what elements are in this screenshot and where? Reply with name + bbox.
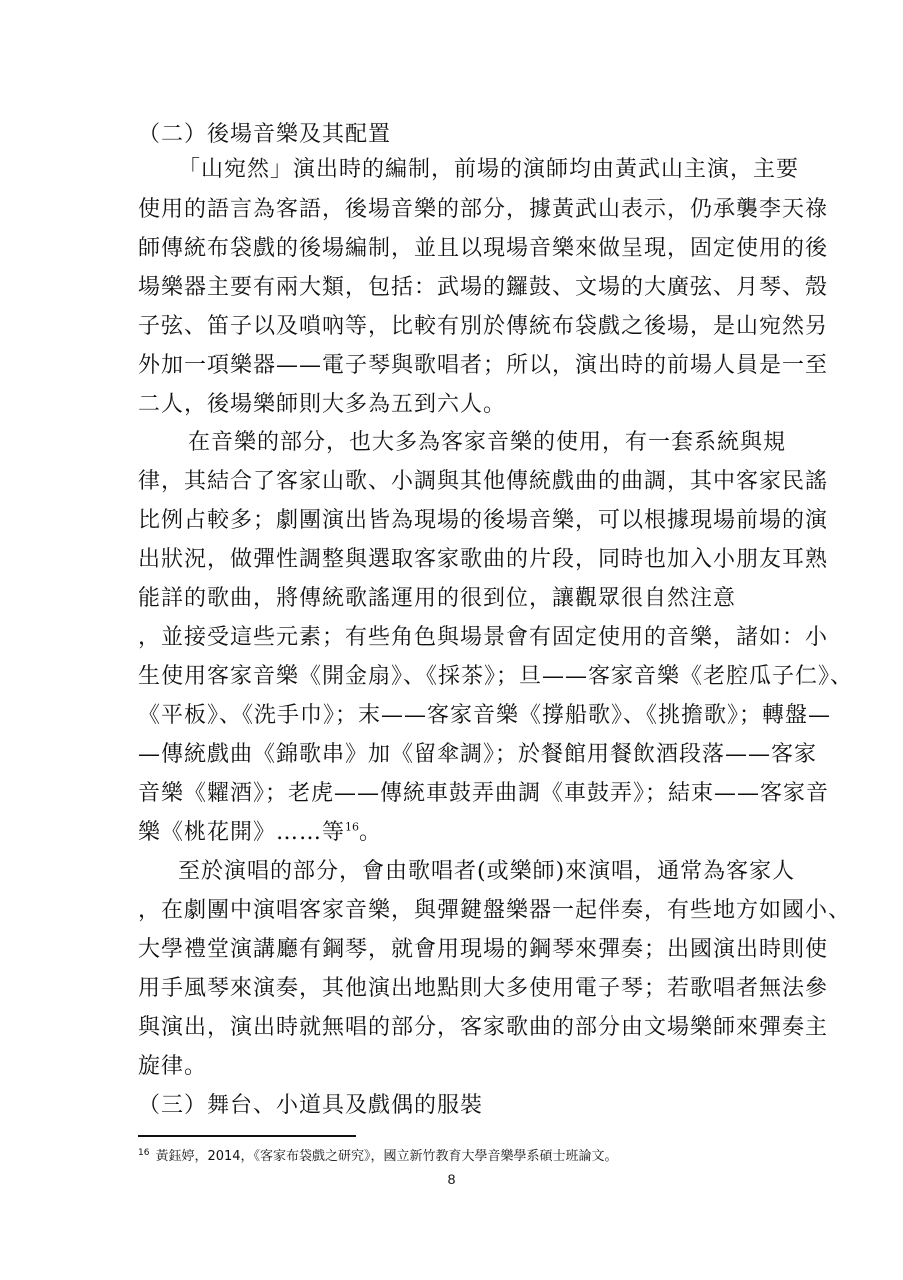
- paragraph-1-line-5: 子弦、笛子以及嗩吶等，比較有別於傳統布袋戲之後場，是山宛然另: [138, 314, 829, 339]
- footnote: [138, 1148, 798, 1166]
- paragraph-3-line-3: 大學禮堂演講廳有鋼琴，就會用現場的鋼琴來彈奏；出國演出時則使: [138, 937, 829, 962]
- section-heading-3: （三）舞台、小道具及戲偶的服裝: [138, 1093, 484, 1118]
- page-number: 8: [447, 1171, 456, 1187]
- paragraph-3-line-6: 旋律。: [138, 1054, 208, 1079]
- paragraph-3-line-1: 至於演唱的部分，會由歌唱者(或樂師)來演唱，通常為客家人: [178, 859, 796, 884]
- paragraph-1-line-7: 二人，後場樂師則大多為五到六人。: [138, 392, 507, 417]
- paragraph-2-line-1: 在音樂的部分，也大多為客家音樂的使用，有一套系統與規: [188, 430, 787, 455]
- paragraph-2-line-11-end: 。: [359, 820, 383, 845]
- section-heading-2: （二）後場音樂及其配置: [138, 122, 392, 147]
- paragraph-2-line-10: 音樂《糶酒》；老虎——傳統車鼓弄曲調《車鼓弄》；結束——客家音: [138, 781, 830, 806]
- paragraph-1-line-6: 外加一項樂器——電子琴與歌唱者；所以，演出時的前場人員是一至: [138, 353, 829, 378]
- paragraph-2-line-11-text: 樂《桃花開》……等: [138, 820, 346, 845]
- paragraph-1-line-4: 場樂器主要有兩大類，包括：武場的鑼鼓、文場的大廣弦、月琴、殼: [138, 275, 829, 300]
- paragraph-2-line-11: [138, 818, 778, 848]
- footnote-number: 16: [138, 1147, 150, 1158]
- footnote-reference: 16: [345, 820, 360, 834]
- paragraph-2-line-5: 能詳的歌曲，將傳統歌謠運用的很到位，讓觀眾很自然注意: [138, 586, 737, 611]
- paragraph-2-line-3: 比例占較多；劇團演出皆為現場的後場音樂，可以根據現場前場的演: [138, 508, 829, 533]
- paragraph-1-line-1: 「山宛然」演出時的編制，前場的演師均由黃武山主演，主要: [178, 157, 800, 182]
- paragraph-2-line-6: ，並接受這些元素；有些角色與場景會有固定使用的音樂，諸如：小: [138, 625, 829, 650]
- paragraph-2-line-8: 《平板》、《洗手巾》；末——客家音樂《撐船歌》、《挑擔歌》；轉盤—: [138, 703, 832, 728]
- paragraph-2-line-9: —傳統戲曲《錦歌串》加《留傘調》；於餐館用餐飲酒段落——客家: [138, 742, 818, 767]
- paragraph-1-line-3: 師傳統布袋戲的後場編制，並且以現場音樂來做呈現，固定使用的後: [138, 236, 829, 261]
- paragraph-3-line-4: 用手風琴來演奏，其他演出地點則大多使用電子琴；若歌唱者無法參: [138, 976, 829, 1001]
- paragraph-2-line-2: 律，其結合了客家山歌、小調與其他傳統戲曲的曲調，其中客家民謠: [138, 469, 829, 494]
- footnote-separator: [138, 1135, 356, 1137]
- paragraph-2-line-4: 出狀況，做彈性調整與選取客家歌曲的片段，同時也加入小朋友耳熟: [138, 547, 829, 572]
- paragraph-2-line-7: 生使用客家音樂《開金扇》、《採茶》；旦——客家音樂《老腔瓜子仁》、: [138, 664, 854, 689]
- paragraph-1-line-2: 使用的語言為客語，後場音樂的部分，據黃武山表示，仍承襲李天祿: [138, 197, 829, 222]
- paragraph-3-line-2: ，在劇團中演唱客家音樂，與彈鍵盤樂器一起伴奏，有些地方如國小、: [138, 898, 852, 923]
- paragraph-3-line-5: 與演出，演出時就無唱的部分，客家歌曲的部分由文場樂師來彈奏主: [138, 1015, 829, 1040]
- footnote-text: 黃鈺婷，2014，《客家布袋戲之研究》，國立新竹教育大學音樂學系碩士班論文。: [155, 1149, 618, 1164]
